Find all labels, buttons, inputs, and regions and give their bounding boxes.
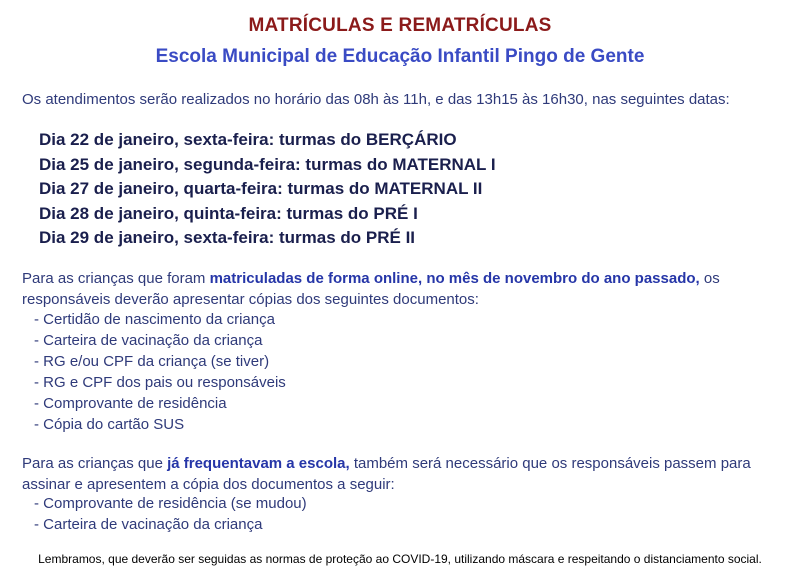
schedule-intro: Os atendimentos serão realizados no horário das 08h às 11h, e das 13h15 às 16h30, nas seguintes datas: (22, 91, 730, 108)
online-enrollment-paragraph (22, 268, 792, 310)
online-text-after: os responsáveis deverão apresentar cópias dos seguintes documentos: (22, 270, 720, 308)
schedule-item: Dia 28 de janeiro, quinta-feira: turmas do PRÉ I (39, 203, 418, 223)
online-documents-list (34, 309, 286, 435)
schedule-list (39, 130, 496, 253)
schedule-item: Dia 25 de janeiro, segunda-feira: turmas do MATERNAL I (39, 154, 496, 174)
schedule-item: Dia 27 de janeiro, quarta-feira: turmas do MATERNAL II (39, 179, 483, 198)
covid-notice: Lembramos, que deverão ser seguidas as normas de proteção ao COVID-19, utilizando máscara e respeitando o distanciamento social. (38, 552, 762, 566)
document-item: - Cópia do cartão SUS (34, 416, 185, 433)
document-item: - RG e CPF dos pais ou responsáveis (34, 374, 286, 391)
returning-highlight: já frequentavam a escola, (167, 455, 350, 472)
document-item: - Carteira de vacinação da criança (34, 332, 263, 349)
document-item: - Comprovante de residência (se mudou) (34, 495, 307, 512)
document-item: - Comprovante de residência (34, 395, 227, 412)
returning-text-after: também será necessário que os responsáveis passem para assinar e apresentem a cópia dos documentos a seguir: (22, 455, 751, 493)
returning-text-before: Para as crianças que (22, 455, 168, 472)
page-title: MATRÍCULAS E REMATRÍCULAS (248, 15, 552, 36)
returning-students-paragraph (22, 453, 792, 495)
schedule-item: Dia 22 de janeiro, sexta-feira: turmas do BERÇÁRIO (39, 130, 457, 149)
school-name: Escola Municipal de Educação Infantil Pingo de Gente (155, 46, 645, 67)
document-item: - RG e/ou CPF da criança (se tiver) (34, 353, 270, 370)
document-item: - Certidão de nascimento da criança (34, 311, 275, 328)
online-highlight: matriculadas de forma online, no mês de novembro do ano passado, (209, 270, 700, 287)
online-text-before: Para as crianças que foram (22, 270, 210, 287)
returning-documents-list (34, 493, 307, 535)
document-item: - Carteira de vacinação da criança (34, 516, 263, 533)
schedule-item: Dia 29 de janeiro, sexta-feira: turmas do PRÉ II (39, 228, 416, 247)
